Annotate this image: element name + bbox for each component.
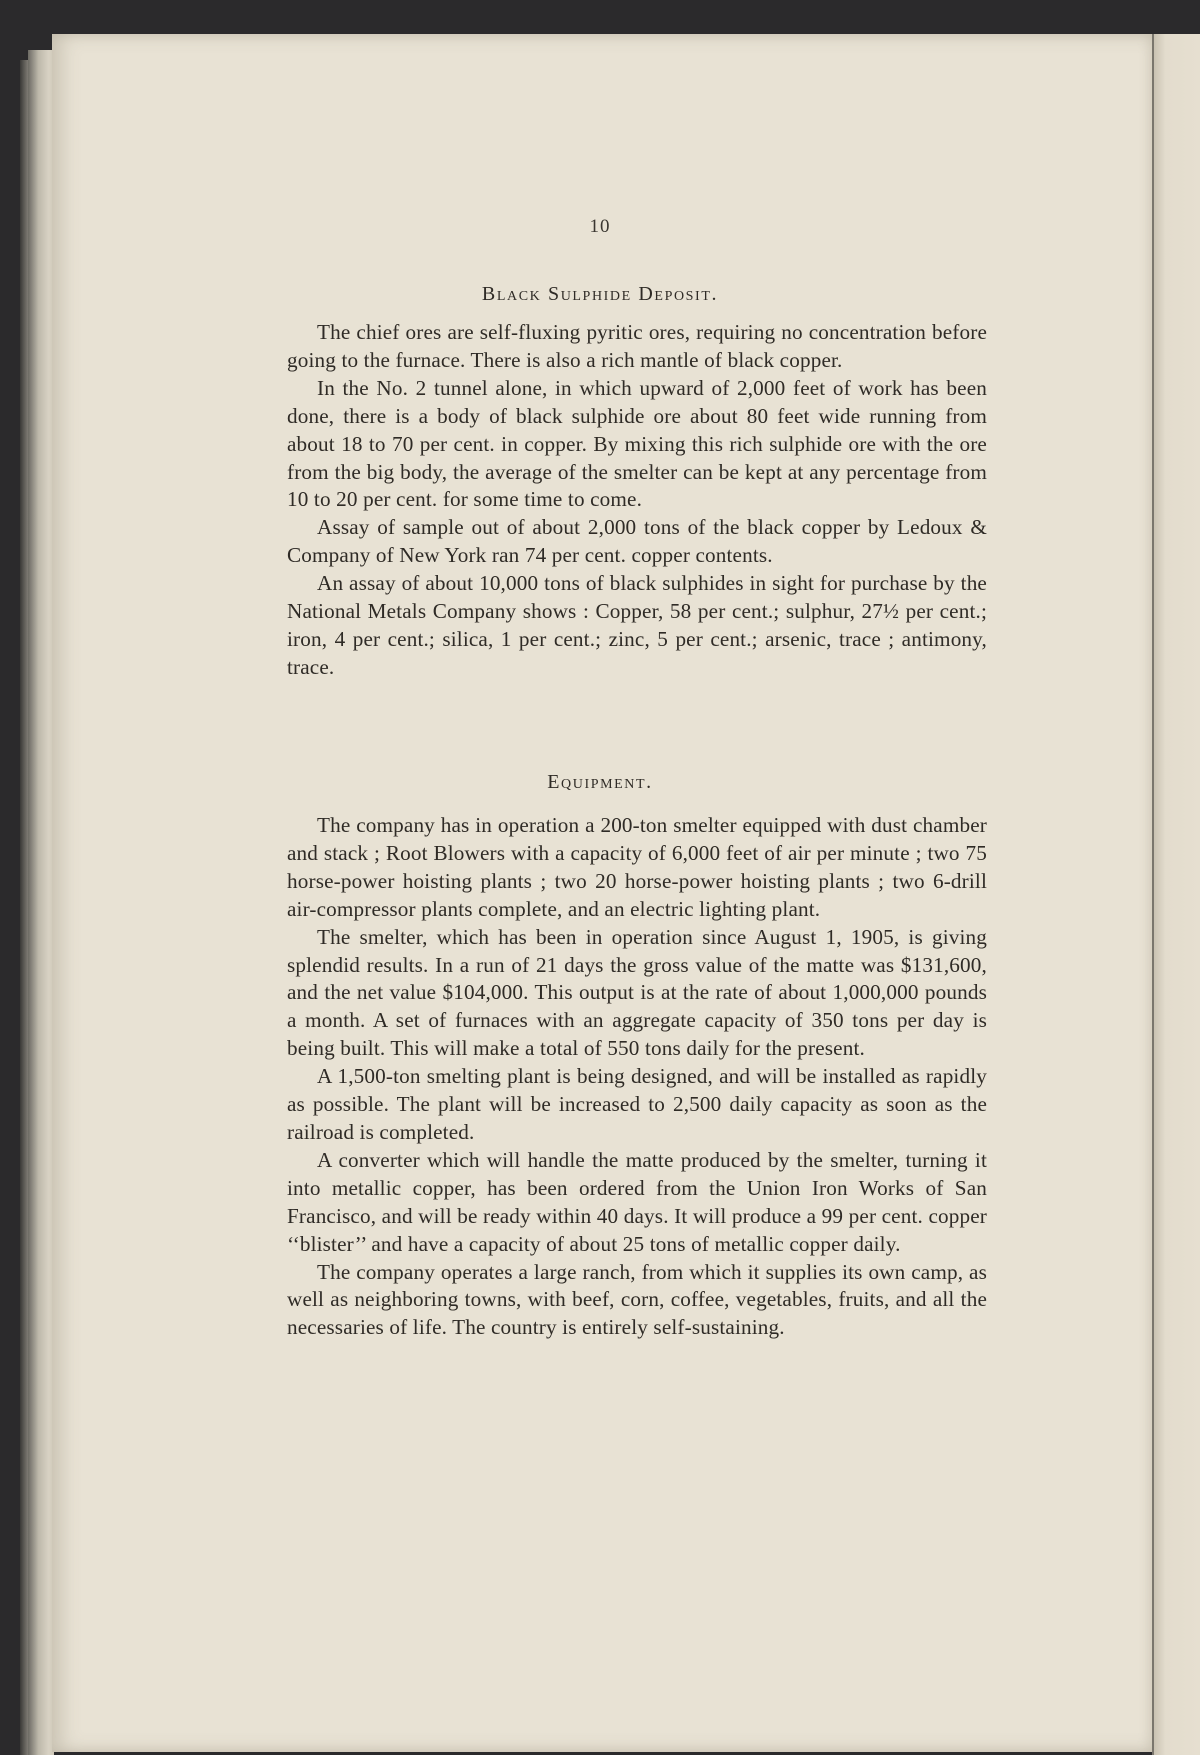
paragraph: A 1,500-ton smelting plant is being designed, and will be installed as rapidly as possible. The plant will be increased to 2,500 daily capacity as soon as the railroad is completed. <box>287 1064 987 1144</box>
paragraph: The company has in operation a 200-ton smelter equipped with dust chamber and stack ; Root Blowers with a capacity of 6,000 feet of air per minute ; two 75 horse-power hoisting plants ; two 20 horse-power hoisting plants ; two 6-drill air-compressor plants complete, and an electric lighting plant. <box>287 813 987 921</box>
page-number: 10 <box>589 216 611 237</box>
paragraph: Assay of sample out of about 2,000 tons of the black copper by Ledoux & Company of New York ran 74 per cent. copper contents. <box>287 515 987 568</box>
paragraph: The chief ores are self-fluxing pyritic ores, requiring no concentration before going to the furnace. There is also a rich mantle of black copper. <box>287 320 987 372</box>
section-heading-equipment: Equipment. <box>547 771 653 793</box>
paragraph: The smelter, which has been in operation since August 1, 1905, is giving splendid results. In a run of 21 days the gross value of the matte was $131,600, and the net value $104,000. This output is at the rate of about 1,000,000 pounds a month. A set of furnaces with an aggregate capacity of 350 tons per day is being built. This will make a total of 550 tons daily for the present. <box>287 924 987 1061</box>
paragraph: The company operates a large ranch, from which it supplies its own camp, as well as neighboring towns, with beef, corn, coffee, vegetables, fruits, and all the necessaries of life. The country is entirely self-sustaining. <box>287 1259 987 1340</box>
paragraph: An assay of about 10,000 tons of black sulphides in sight for purchase by the National Metals Company shows : Copper, 58 per cent.; sulphur, 27½ per cent.; iron, 4 per cent.; silica, 1 per cent.; zinc, 5 per cent.; arsenic, trace ; antimony, trace. <box>287 571 987 679</box>
paragraph: A converter which will handle the matte produced by the smelter, turning it into metallic copper, has been ordered from the Union Iron Works of San Francisco, and will be ready within 40 days. It will produce a 99 per cent. copper ‘‘blister’’ and have a capacity of about 25 tons of metallic copper daily. <box>287 1147 987 1256</box>
section-body-black-sulphide <box>287 319 987 682</box>
section-heading-black-sulphide: Black Sulphide Deposit. <box>481 283 719 305</box>
section-body-equipment <box>287 812 987 1342</box>
paragraph: In the No. 2 tunnel alone, in which upward of 2,000 feet of work has been done, there is a body of black sulphide ore about 80 feet wide running from about 18 to 70 per cent. in copper. By mixing this rich sulphide ore with the ore from the big body, the average of the smelter can be kept at any percentage from 10 to 20 per cent. for some time to come. <box>287 375 987 512</box>
